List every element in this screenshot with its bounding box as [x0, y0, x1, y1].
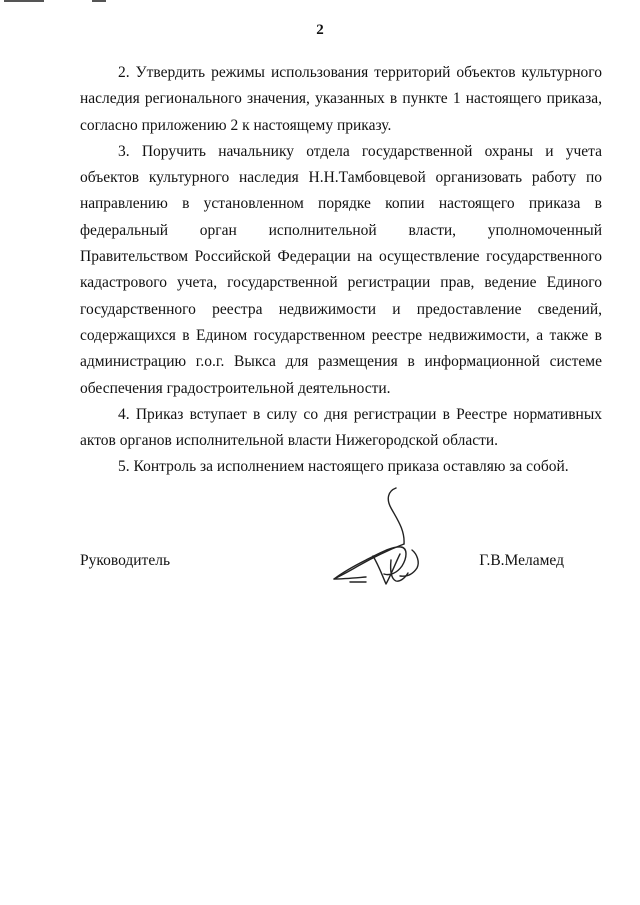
scan-edge-mark: [4, 0, 44, 2]
scan-edge-mark: [92, 0, 106, 2]
paragraph-item-5: 5. Контроль за исполнением настоящего приказа оставляю за собой.: [118, 458, 569, 476]
paragraph-item-3: 3. Поручить начальнику отдела государственной охраны и учета объектов культурного наследия Н.Н.Тамбовцевой организовать работу по направлению в установленном порядке копии настоящего приказа в федеральный орган исполнительной власти, уполномоченный Правительством Российской Федерации на осуществление государственного кадастрового учета, государственной регистрации прав, ведение Единого государственного реестра недвижимости и предоставление сведений, содержащихся в Едином государственном реестре недвижимости, а также в администрацию г.о.г. Выкса для размещения в информационной системе обеспечения градостроительной деятельности.: [80, 142, 602, 397]
handwritten-signature: [328, 478, 428, 590]
page-number: 2: [316, 22, 324, 38]
document-body: [80, 60, 602, 481]
paragraph-item-2: 2. Утвердить режимы использования территорий объектов культурного наследия регионального значения, указанных в пункте 1 настоящего приказа, согласно приложению 2 к настоящему приказу.: [80, 64, 602, 134]
paragraph-item-4: 4. Приказ вступает в силу со дня регистрации в Реестре нормативных актов органов исполнительной власти Нижегородской области.: [80, 405, 602, 450]
signatory-title: Руководитель: [80, 552, 171, 569]
signatory-name: Г.В.Меламед: [479, 552, 564, 569]
